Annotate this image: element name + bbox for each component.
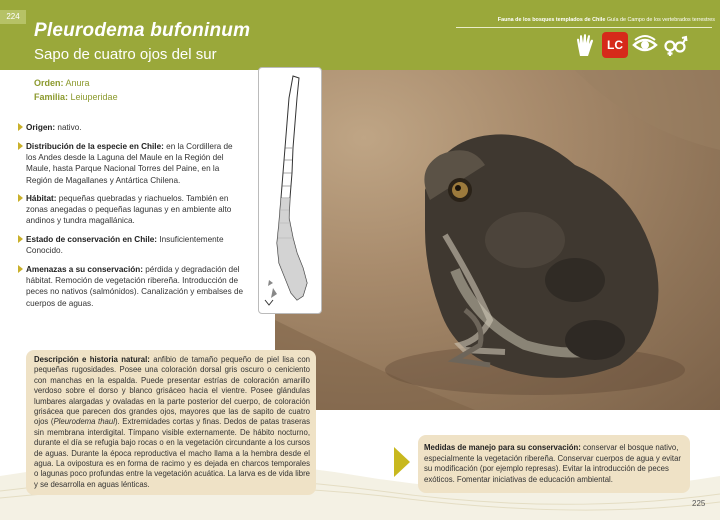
arrow-right-icon <box>394 447 410 477</box>
conservation-status-badge: LC <box>602 32 628 58</box>
description-italic-species: Pleurodema thaul <box>53 417 115 427</box>
habitat-value: pequeñas quebradas y riachuelos. También en zonas anegadas o pequeñas lagunas y en ambiente alto andinos y tundra magallánica. <box>26 194 232 226</box>
description-text <box>34 355 310 490</box>
info-distribucion <box>26 141 244 186</box>
orden-value: Anura <box>65 78 90 88</box>
info-origen <box>26 122 244 133</box>
orden-label: Orden: <box>34 78 64 88</box>
bullet-arrow-icon <box>18 235 23 243</box>
eye-icon <box>632 32 658 58</box>
management-text <box>424 443 686 485</box>
amenazas-label: Amenazas a su conservación: <box>26 265 143 274</box>
distribucion-value: en la Cordillera de los Andes desde la Laguna del Maule en la Región del Maule, hasta Parque Nacional Torres del Paine, en la Región de Magallanes y Antártica Chilena. <box>26 142 233 185</box>
info-amenazas <box>26 264 244 309</box>
info-estado <box>26 234 244 256</box>
species-photo <box>275 70 720 410</box>
description-part-b: ). Extremidades cortas y finas. Dedos de patas traseras sin membrana interdigital. Tímpano visible externamente. De hábito nocturno, durante el día se refugia bajo rocas o en la vegetación circundante a los cursos de aguas. Durante la época reproductiva el macho llama a la hembra desde el agua. La ovipostura es en forma de racimo y es dejada en charcos temporales o lagunas poco profundas entre la vegetación acuática. La larva es de vida libre y se desarrolla en aguas lénticas. <box>34 417 310 489</box>
management-label: Medidas de manejo para su conservación: <box>424 443 581 452</box>
origen-label: Origen: <box>26 123 56 132</box>
estado-label: Estado de conservación en Chile: <box>26 235 158 244</box>
hand-icon <box>572 32 598 58</box>
header-rule <box>456 27 712 28</box>
distribucion-label: Distribución de la especie en Chile: <box>26 142 164 151</box>
origen-value: nativo. <box>57 123 82 132</box>
info-habitat <box>26 193 244 227</box>
page-number-right: 225 <box>692 499 706 508</box>
taxonomy <box>34 76 118 104</box>
amenazas-value: pérdida y degradación del hábitat. Remoción de vegetación ribereña. Introducción de peces no nativos (salmónidos). Canalización y embalses de cuerpos de aguas. <box>26 265 244 308</box>
habitat-label: Hábitat: <box>26 194 57 203</box>
book-title <box>455 17 715 23</box>
familia-value: Leiuperidae <box>70 92 118 102</box>
bullet-arrow-icon <box>18 123 23 131</box>
bullet-arrow-icon <box>18 194 23 202</box>
bullet-arrow-icon <box>18 265 23 273</box>
estado-value: Insuficientemente Conocido. <box>26 235 224 256</box>
management-value: conservar el bosque nativo, especialmente la vegetación ribereña. Conservar cuerpos de agua y evitar su modificación (por ejemplo represas). Evitar la introducción de peces exóticos. Fomentar iniciativas de educación ambiental. <box>424 443 682 484</box>
familia-label: Familia: <box>34 92 69 102</box>
page-number-left: 224 <box>0 10 26 24</box>
book-title-bold: Fauna de los bosques templados de Chile <box>497 17 606 23</box>
book-title-rest: Guía de Campo de los vertebrados terrestres <box>606 17 715 23</box>
distribution-map <box>258 67 322 314</box>
bullet-arrow-icon <box>18 142 23 150</box>
description-label: Descripción e historia natural: <box>34 355 150 364</box>
sex-symbols-icon <box>662 32 688 58</box>
species-scientific-name: Pleurodema bufoninum <box>34 20 251 41</box>
species-common-name: Sapo de cuatro ojos del sur <box>34 46 217 63</box>
description-part-a: anfibio de tamaño pequeño de piel lisa con pequeñas rugosidades. Posee una coloración dorsal gris oscuro o ceniciento con manchas en la espalda. Puede presentar estrías de coloración amarillo verdoso sobre el dorso y blanco grisáceo hacia el vientre. Posee glándulas lumbares alargadas y ovaladas en la parte posterior del cuerpo, de coloración grisácea que parecen dos grandes ojos, mayores que las de sapito de cuatro ojos ( <box>34 355 310 427</box>
